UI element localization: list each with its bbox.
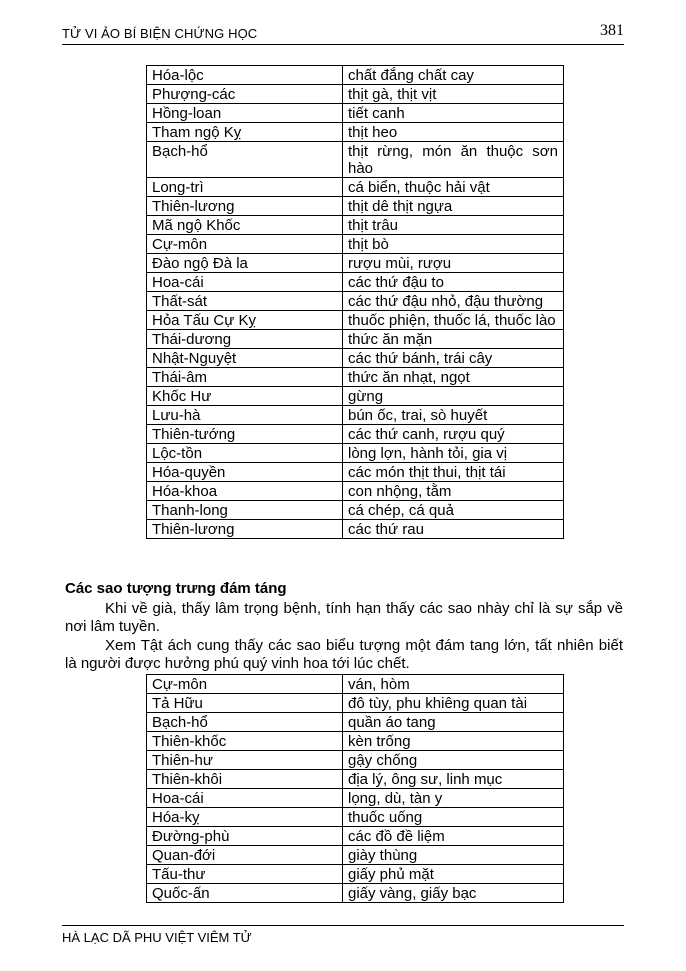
star-name-cell: Thất-sát <box>147 292 343 311</box>
star-name-cell: Phượng-các <box>147 85 343 104</box>
star-name-cell: Bạch-hổ <box>147 142 343 178</box>
star-name-cell: Hóa-khoa <box>147 482 343 501</box>
star-name-cell: Thanh-long <box>147 501 343 520</box>
food-symbol-table <box>146 65 564 539</box>
meaning-cell: thịt dê thịt ngựa <box>343 197 564 216</box>
table-row <box>147 235 564 254</box>
meaning-cell: thức ăn mặn <box>343 330 564 349</box>
table-row <box>147 425 564 444</box>
table-row <box>147 330 564 349</box>
star-name-cell: Thiên-tướng <box>147 425 343 444</box>
star-name-cell: Thiên-lương <box>147 197 343 216</box>
meaning-cell: tiết canh <box>343 104 564 123</box>
star-name-cell: Long-trì <box>147 178 343 197</box>
table-row <box>147 884 564 903</box>
meaning-cell: địa lý, ông sư, linh mục <box>343 770 564 789</box>
meaning-cell: các thứ đậu nhỏ, đậu thường <box>343 292 564 311</box>
star-name-cell: Thiên-hư <box>147 751 343 770</box>
meaning-cell: các thứ bánh, trái cây <box>343 349 564 368</box>
star-name-cell: Thiên-lương <box>147 520 343 539</box>
star-name-cell: Đường-phù <box>147 827 343 846</box>
table-row <box>147 142 564 178</box>
footer-author: HÀ LẠC DÃ PHU VIỆT VIÊM TỬ <box>62 930 252 945</box>
meaning-cell: bún ốc, trai, sò huyết <box>343 406 564 425</box>
meaning-cell: giày thùng <box>343 846 564 865</box>
table-row <box>147 501 564 520</box>
table-row <box>147 406 564 425</box>
table-row <box>147 178 564 197</box>
meaning-cell: thịt gà, thịt vịt <box>343 85 564 104</box>
table-row <box>147 292 564 311</box>
page-number: 381 <box>600 22 624 39</box>
star-name-cell: Quan-đới <box>147 846 343 865</box>
meaning-cell: thức ăn nhạt, ngọt <box>343 368 564 387</box>
star-name-cell: Hóa-kỵ <box>147 808 343 827</box>
table-row <box>147 311 564 330</box>
table-row <box>147 846 564 865</box>
table-row <box>147 732 564 751</box>
table-row <box>147 85 564 104</box>
page-header <box>62 22 624 45</box>
meaning-cell: thuốc uống <box>343 808 564 827</box>
star-name-cell: Thiên-khôi <box>147 770 343 789</box>
star-name-cell: Bạch-hổ <box>147 713 343 732</box>
table-row <box>147 713 564 732</box>
meaning-cell: thịt heo <box>343 123 564 142</box>
table-row <box>147 675 564 694</box>
meaning-cell: thịt trâu <box>343 216 564 235</box>
meaning-cell: lọng, dù, tàn y <box>343 789 564 808</box>
meaning-cell: cá chép, cá quả <box>343 501 564 520</box>
star-name-cell: Đào ngộ Đà la <box>147 254 343 273</box>
meaning-cell: giấy vàng, giấy bạc <box>343 884 564 903</box>
page-footer <box>62 925 624 945</box>
star-name-cell: Thái-dương <box>147 330 343 349</box>
table-row <box>147 444 564 463</box>
star-name-cell: Lưu-hà <box>147 406 343 425</box>
table-row <box>147 387 564 406</box>
meaning-cell: giấy phủ mặt <box>343 865 564 884</box>
meaning-cell: các thứ rau <box>343 520 564 539</box>
star-name-cell: Cự-môn <box>147 235 343 254</box>
meaning-cell: rượu mùi, rượu <box>343 254 564 273</box>
table-row <box>147 254 564 273</box>
table-row <box>147 865 564 884</box>
table-row <box>147 827 564 846</box>
table-row <box>147 104 564 123</box>
table-row <box>147 808 564 827</box>
meaning-cell: đô tùy, phu khiêng quan tài <box>343 694 564 713</box>
meaning-cell: chất đắng chất cay <box>343 66 564 85</box>
star-name-cell: Khốc Hư <box>147 387 343 406</box>
star-name-cell: Quốc-ấn <box>147 884 343 903</box>
star-name-cell: Hỏa Tấu Cự Kỵ <box>147 311 343 330</box>
table-row <box>147 482 564 501</box>
table-row <box>147 751 564 770</box>
section-title: Các sao tượng trưng đám táng <box>65 580 287 597</box>
table-row <box>147 273 564 292</box>
star-name-cell: Thiên-khốc <box>147 732 343 751</box>
table-row <box>147 520 564 539</box>
star-name-cell: Hóa-quyền <box>147 463 343 482</box>
star-name-cell: Hoa-cái <box>147 273 343 292</box>
table-row <box>147 789 564 808</box>
meaning-cell: cá biển, thuộc hải vật <box>343 178 564 197</box>
meaning-cell: các món thịt thui, thịt tái <box>343 463 564 482</box>
star-name-cell: Hồng-loan <box>147 104 343 123</box>
meaning-cell: thịt rừng, món ăn thuộc sơn hào <box>343 142 564 178</box>
meaning-cell: các thứ canh, rượu quý <box>343 425 564 444</box>
table-row <box>147 463 564 482</box>
meaning-cell: thuốc phiện, thuốc lá, thuốc lào <box>343 311 564 330</box>
meaning-cell: lòng lợn, hành tỏi, gia vị <box>343 444 564 463</box>
book-title: TỬ VI ẢO BÍ BIỆN CHỨNG HỌC <box>62 26 258 41</box>
star-name-cell: Nhật-Nguyệt <box>147 349 343 368</box>
star-name-cell: Tả Hữu <box>147 694 343 713</box>
table-row <box>147 349 564 368</box>
meaning-cell: thịt bò <box>343 235 564 254</box>
funeral-symbol-table <box>146 674 564 903</box>
meaning-cell: quần áo tang <box>343 713 564 732</box>
table-row <box>147 197 564 216</box>
table-row <box>147 770 564 789</box>
meaning-cell: ván, hòm <box>343 675 564 694</box>
meaning-cell: các đồ đề liệm <box>343 827 564 846</box>
star-name-cell: Cự-môn <box>147 675 343 694</box>
meaning-cell: gừng <box>343 387 564 406</box>
star-name-cell: Hoa-cái <box>147 789 343 808</box>
star-name-cell: Tấu-thư <box>147 865 343 884</box>
table-row <box>147 216 564 235</box>
star-name-cell: Lộc-tồn <box>147 444 343 463</box>
table-row <box>147 368 564 387</box>
star-name-cell: Tham ngộ Kỵ <box>147 123 343 142</box>
meaning-cell: gậy chống <box>343 751 564 770</box>
star-name-cell: Thái-âm <box>147 368 343 387</box>
section-paragraph-1: Khi về già, thấy lâm trọng bệnh, tính hạn thấy các sao nhày chỉ là sự sắp về nơi lâm tuyền. <box>65 600 623 635</box>
table-row <box>147 123 564 142</box>
table-row <box>147 694 564 713</box>
meaning-cell: con nhộng, tằm <box>343 482 564 501</box>
star-name-cell: Mã ngộ Khốc <box>147 216 343 235</box>
meaning-cell: kèn trống <box>343 732 564 751</box>
star-name-cell: Hóa-lộc <box>147 66 343 85</box>
meaning-cell: các thứ đậu to <box>343 273 564 292</box>
table-row <box>147 66 564 85</box>
section-paragraph-2: Xem Tật ách cung thấy các sao biểu tượng một đám tang lớn, tất nhiên biết là người được hưởng phú quý vinh hoa tới lúc chết. <box>65 637 623 672</box>
